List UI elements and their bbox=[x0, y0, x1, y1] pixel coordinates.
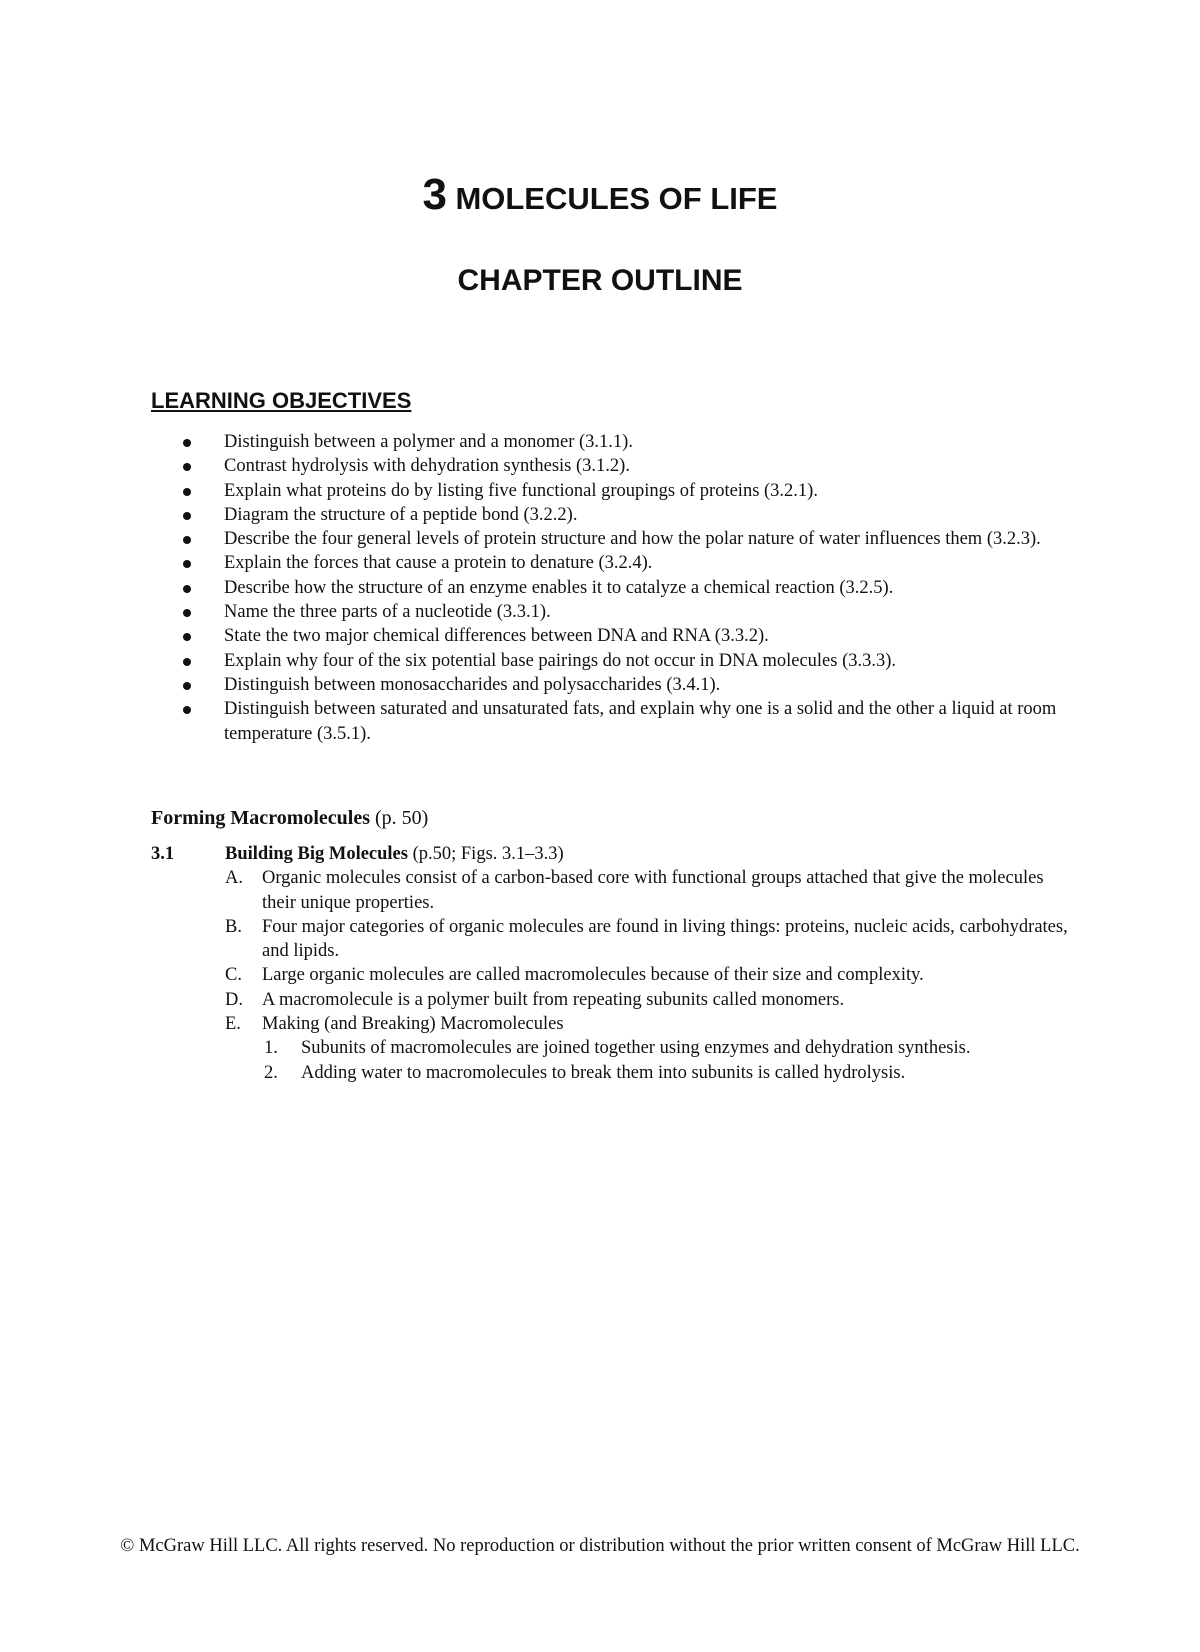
outline-item: D. A macromolecule is a polymer built from repeating subunits called monomers. bbox=[151, 988, 1071, 1012]
list-item: Explain why four of the six potential base pairings do not occur in DNA molecules (3.3.3). bbox=[183, 649, 1063, 673]
outline-section-title: Building Big Molecules bbox=[225, 844, 408, 864]
learning-objectives-list bbox=[183, 430, 1063, 746]
outline-section-refs: (p.50; Figs. 3.1–3.3) bbox=[412, 844, 564, 864]
bullet-icon bbox=[183, 463, 191, 471]
bullet-icon bbox=[183, 536, 191, 544]
section-page-ref: (p. 50) bbox=[375, 807, 429, 829]
chapter-outline bbox=[151, 842, 1071, 1085]
outline-item-label: A. bbox=[225, 868, 243, 889]
outline-section-row bbox=[151, 842, 1071, 866]
outline-subitem: 2. Adding water to macromolecules to break them into subunits is called hydrolysis. bbox=[151, 1061, 1071, 1085]
outline-item: A. Organic molecules consist of a carbon-based core with functional groups attached that give the molecules their unique properties. bbox=[225, 868, 1044, 913]
list-item: Distinguish between monosaccharides and polysaccharides (3.4.1). bbox=[183, 673, 1063, 697]
learning-objectives-heading: LEARNING OBJECTIVES bbox=[151, 388, 412, 413]
list-item: Diagram the structure of a peptide bond (3.2.2). bbox=[183, 503, 1063, 527]
list-item: Distinguish between saturated and unsaturated fats, and explain why one is a solid and the other a liquid at room temperature (3.5.1). bbox=[183, 697, 1063, 746]
copyright-footer: © McGraw Hill LLC. All rights reserved. No reproduction or distribution without the prior written consent of McGraw Hill LLC. bbox=[120, 1536, 1080, 1556]
outline-subitem-label: 2. bbox=[264, 1062, 278, 1083]
chapter-subtitle: CHAPTER OUTLINE bbox=[457, 264, 743, 297]
outline-section-number: 3.1 bbox=[151, 844, 175, 864]
outline-item-label: C. bbox=[225, 965, 242, 986]
outline-item-label: E. bbox=[225, 1014, 241, 1035]
chapter-title bbox=[0, 170, 1200, 220]
bullet-icon bbox=[183, 682, 191, 690]
chapter-number: 3 bbox=[422, 170, 447, 219]
section-title: Forming Macromolecules bbox=[151, 807, 371, 829]
outline-item-label: B. bbox=[225, 916, 242, 937]
bullet-icon bbox=[183, 488, 191, 496]
list-item: Distinguish between a polymer and a monomer (3.1.1). bbox=[183, 430, 1063, 454]
bullet-icon bbox=[183, 560, 191, 568]
outline-subitem-label: 1. bbox=[264, 1038, 278, 1059]
section-heading bbox=[151, 807, 428, 830]
outline-item: C. Large organic molecules are called macromolecules because of their size and complexity. bbox=[151, 963, 1071, 987]
list-item: Explain what proteins do by listing five functional groupings of proteins (3.2.1). bbox=[183, 479, 1063, 503]
list-item: Describe the four general levels of protein structure and how the polar nature of water influences them (3.2.3). bbox=[183, 527, 1063, 551]
bullet-icon bbox=[183, 512, 191, 520]
list-item: State the two major chemical differences between DNA and RNA (3.3.2). bbox=[183, 624, 1063, 648]
list-item: Describe how the structure of an enzyme enables it to catalyze a chemical reaction (3.2.5). bbox=[183, 576, 1063, 600]
outline-subitem: 1. Subunits of macromolecules are joined together using enzymes and dehydration synthesis. bbox=[151, 1036, 1071, 1060]
bullet-icon bbox=[183, 585, 191, 593]
bullet-icon bbox=[183, 658, 191, 666]
outline-item: B. Four major categories of organic molecules are found in living things: proteins, nucleic acids, carbohydrates, and lipids. bbox=[225, 916, 1068, 962]
list-item: Explain the forces that cause a protein to denature (3.2.4). bbox=[183, 551, 1063, 575]
bullet-icon bbox=[183, 439, 191, 447]
chapter-title-text: MOLECULES OF LIFE bbox=[455, 181, 778, 216]
bullet-icon bbox=[183, 609, 191, 617]
bullet-icon bbox=[183, 633, 191, 641]
list-item: Contrast hydrolysis with dehydration synthesis (3.1.2). bbox=[183, 454, 1063, 478]
bullet-icon bbox=[183, 706, 191, 714]
outline-item-label: D. bbox=[225, 989, 243, 1010]
outline-item: E. Making (and Breaking) Macromolecules bbox=[151, 1012, 1071, 1036]
list-item: Name the three parts of a nucleotide (3.3.1). bbox=[183, 600, 1063, 624]
